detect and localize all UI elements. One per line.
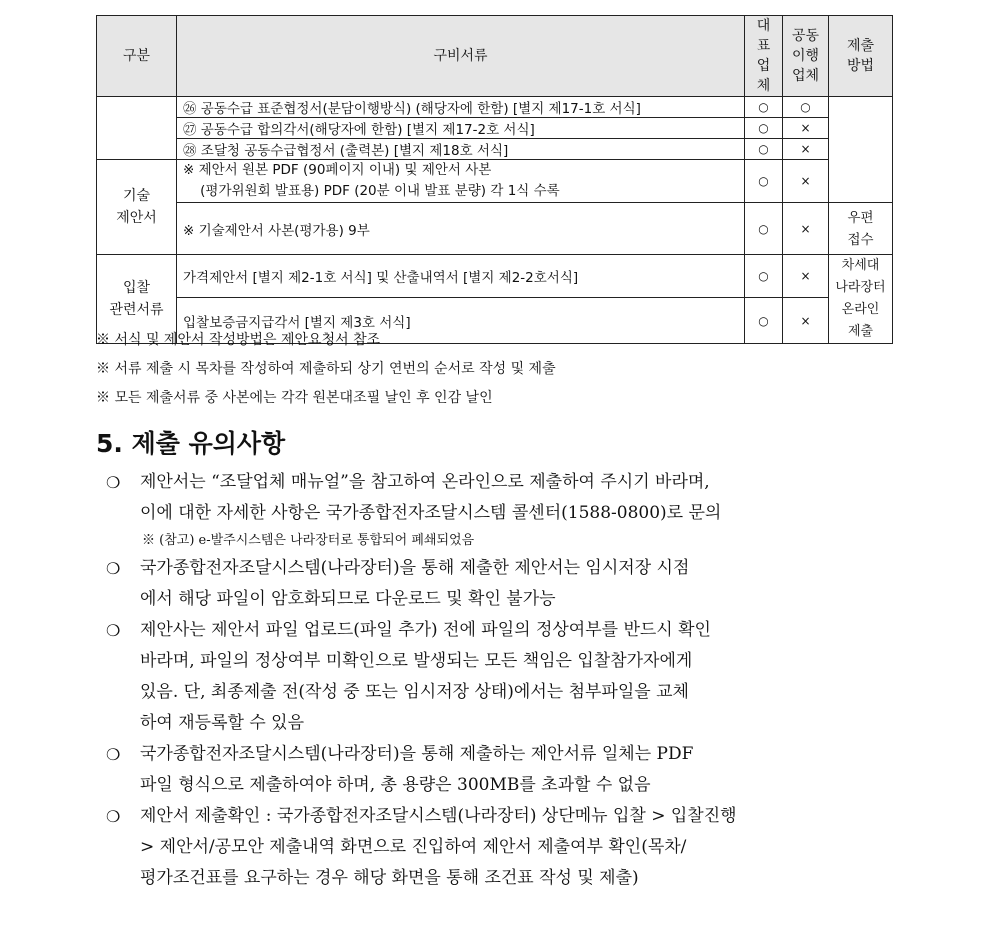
bullet-item [106,553,898,615]
note-item: ※ 서류 제출 시 목차를 작성하여 제출하되 상기 연번의 순서로 작성 및 제출 [96,361,556,377]
doc-cell: ㉘ 조달청 공동수급협정서 (출력본) [별지 제18호 서식] [177,139,745,160]
notes-list [96,329,556,416]
table-row [97,203,893,255]
bullet-subnote: ※ (참고) e-발주시스템은 나라장터로 통합되어 폐쇄되었음 [142,533,475,548]
header-joint-text: 공동 이행 업체 [791,28,820,84]
bullet-item [106,801,898,894]
table-row [97,139,893,160]
bullet-line: > 제안서/공모안 제출내역 화면으로 진입하여 제안서 제출여부 확인(목차/ [140,837,687,857]
bullet-line: 제안사는 제안서 파일 업로드(파일 추가) 전에 파일의 정상여부를 반드시 확인 [140,620,711,640]
bullet-line: 제안서 제출확인 : 국가종합전자조달시스템(나라장터) 상단메뉴 입찰 > 입찰진행 [140,806,737,826]
table-row [97,97,893,118]
doc-cell: ※ 기술제안서 사본(평가용) 9부 [177,203,745,255]
circle-bullet-icon: ❍ [106,745,121,764]
header-joint [783,16,829,97]
rep-mark: ○ [745,97,783,118]
category-cell-empty [97,97,177,160]
bullet-item [106,739,898,801]
note-item: ※ 모든 제출서류 중 사본에는 각각 원본대조필 날인 후 인감 날인 [96,390,493,406]
method-cell: 차세대 나라장터 온라인 제출 [829,255,893,344]
rep-mark: ○ [745,139,783,160]
circle-bullet-icon: ❍ [106,473,121,492]
header-rep-text: 대표 업체 [756,18,771,94]
bullet-line: 바라며, 파일의 정상여부 미확인으로 발생되는 모든 책임은 입찰참가자에게 [140,651,693,671]
bullet-item [106,467,898,553]
bullet-list [106,467,898,894]
header-method-text: 제출 방법 [846,38,875,74]
header-category [97,16,177,97]
rep-mark: ○ [745,118,783,139]
joint-mark: × [783,160,829,203]
joint-mark: × [783,255,829,298]
doc-cell: 입찰보증금지급각서 [별지 제3호 서식] [177,298,745,344]
method-cell-empty [829,97,893,203]
category-cell: 기술 제안서 [97,160,177,255]
bullet-line: 국가종합전자조달시스템(나라장터)을 통해 제출하는 제안서류 일체는 PDF [140,744,694,764]
joint-mark: × [783,118,829,139]
bullet-item [106,615,898,739]
circle-bullet-icon: ❍ [106,559,121,578]
table-row [97,118,893,139]
doc-cell: ※ 제안서 원본 PDF (90페이지 이내) 및 제안서 사본 (평가위원회 발표용) PDF (20분 이내 발표 분량) 각 1식 수록 [177,160,745,203]
joint-mark: × [783,298,829,344]
method-cell: 우편 접수 [829,203,893,255]
joint-mark: × [783,139,829,160]
rep-mark: ○ [745,298,783,344]
circle-bullet-icon: ❍ [106,807,121,826]
table-row [97,255,893,298]
table-row [97,160,893,203]
bullet-line: 이에 대한 자세한 사항은 국가종합전자조달시스템 콜센터(1588-0800)로 문의 [140,503,722,523]
bullet-line: 파일 형식으로 제출하여야 하며, 총 용량은 300MB를 초과할 수 없음 [140,775,651,795]
bullet-line: 있음. 단, 최종제출 전(작성 중 또는 임시저장 상태)에서는 첨부파일을 교체 [140,682,689,702]
joint-mark: ○ [783,97,829,118]
doc-cell: ㉗ 공동수급 합의각서(해당자에 한함) [별지 제17-2호 서식] [177,118,745,139]
table-header-row [97,16,893,97]
header-rep [745,16,783,97]
doc-cell: 가격제안서 [별지 제2-1호 서식] 및 산출내역서 [별지 제2-2호서식] [177,255,745,298]
bullet-line: 국가종합전자조달시스템(나라장터)을 통해 제출한 제안서는 임시저장 시점 [140,558,690,578]
bullet-line: 에서 해당 파일이 암호화되므로 다운로드 및 확인 불가능 [140,589,556,609]
doc-cell: ㉖ 공동수급 표준협정서(분담이행방식) (해당자에 한함) [별지 제17-1호 서식] [177,97,745,118]
section-heading: 5. 제출 유의사항 [96,429,286,458]
documents-table [96,15,893,344]
header-category-text: 구분 [122,48,151,64]
note-item: ※ 서식 및 제안서 작성방법은 제안요청서 참조 [96,332,381,348]
rep-mark: ○ [745,160,783,203]
category-cell: 입찰 관련서류 [97,255,177,344]
rep-mark: ○ [745,255,783,298]
rep-mark: ○ [745,203,783,255]
header-method [829,16,893,97]
bullet-line: 평가조건표를 요구하는 경우 해당 화면을 통해 조건표 작성 및 제출) [140,868,639,888]
header-documents [177,16,745,97]
circle-bullet-icon: ❍ [106,621,121,640]
bullet-line: 하여 재등록할 수 있음 [140,713,305,733]
bullet-line: 제안서는 “조달업체 매뉴얼”을 참고하여 온라인으로 제출하여 주시기 바라며, [140,472,710,492]
header-documents-text: 구비서류 [433,48,488,64]
joint-mark: × [783,203,829,255]
